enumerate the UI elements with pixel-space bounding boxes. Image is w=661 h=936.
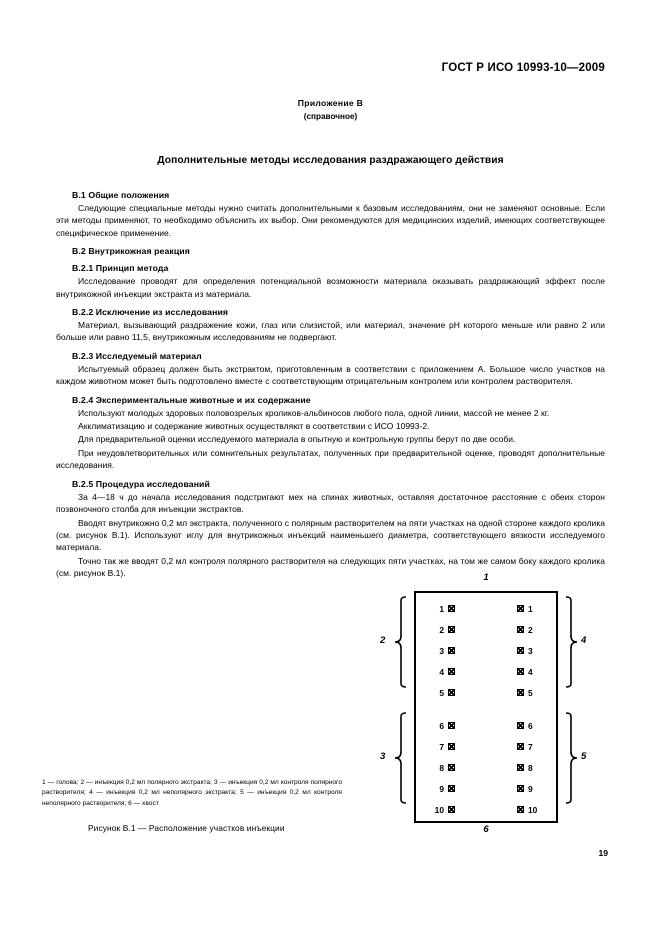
injection-site-row [416,736,556,757]
injection-site-marker-icon [517,806,524,813]
injection-site-right [513,625,542,635]
injection-site-row [416,661,556,682]
figure-label-head: 1 [483,572,489,583]
injection-site-left [430,667,459,677]
injection-site-row [416,598,556,619]
injection-site-number: 9 [528,783,533,794]
injection-site-right [513,763,542,773]
section-heading-b1: В.1 Общие положения [72,190,170,200]
paragraph-b2-4-3: Для предварительной оценки исследуемого материала в опытную и контрольную группы берут по две особи. [78,434,516,445]
injection-site-left [430,784,459,794]
injection-site-right [513,646,542,656]
paragraph-b2-2-1: Материал, вызывающий раздражение кожи, глаз или слизистой, или материал, значение рН которого меньше или равно 2 или больше или равно 11,5, внутрикожным исследованиям не подвергают. [56,320,605,343]
injection-site-right [513,604,542,614]
paragraph-b2-4-1: Используют молодых здоровых половозрелых кроликов-альбиносов любого пола, одной линии, массой не менее 2 кг. [78,407,550,418]
section-heading-b2-5: В.2.5 Процедура исследований [72,478,210,489]
figure-legend: 1 — голова; 2 — инъекция 0,2 мл полярного экстракта; 3 — инъекция 0,2 мл контроля полярного растворителя; 4 — инъекция 0,2 мл неполярного экстракта; 5 — инъекция 0,2 мл контроля неполярного растворителя; 6 — хвост [42,779,342,807]
paragraph-b2-4-2: Акклиматизацию и содержание животных осуществляют в соответствии с ИСО 10993-2. [78,421,430,432]
injection-site-marker-icon [517,689,524,696]
injection-site-number: 5 [439,687,444,698]
injection-site-number: 4 [528,666,533,677]
paragraph-b2-1-1: Исследование проводят для определения потенциальной возможности материала оказывать раздражающий эффект после внутрикожной инъекции экстракта из материала. [56,276,605,299]
injection-site-marker-icon [448,722,455,729]
injection-site-marker-icon [448,626,455,633]
injection-site-right [513,742,542,752]
injection-site-right [513,784,542,794]
injection-site-left [430,805,459,815]
section-heading-b2-2: В.2.2 Исключение из исследования [72,307,229,318]
section-heading-b2-3: В.2.3 Исследуемый материал [72,350,202,361]
injection-site-number: 7 [528,741,533,752]
injection-site-marker-icon [448,605,455,612]
injection-site-marker-icon [448,689,455,696]
paragraph-b2-3-1: Испытуемый образец должен быть экстрактом, приготовленным в соответствии с приложением А. Большое число участков на каждом животном может быть подготовлено вместе с соответствующим отрицательным контролем или контролем растворителя. [56,363,605,387]
annex-heading-block [0,96,661,124]
section-heading-b2-1: В.2.1 Принцип метода [72,263,169,274]
injection-site-number: 6 [439,720,444,731]
injection-site-number: 6 [528,720,533,731]
injection-site-right [513,721,542,731]
injection-site-number: 1 [439,603,444,614]
injection-site-row [416,619,556,640]
paragraph-b2-5-1: За 4—18 ч до начала исследования подстригают мех на спинах животных, оставляя достаточное расстояние с обеих сторон позвоночного столба для инъекции экстрактов. [56,491,605,515]
figure-brace-left-upper [394,596,407,688]
injection-site-number: 7 [439,741,444,752]
injection-site-marker-icon [448,806,455,813]
page-title: Дополнительные методы исследования раздражающего действия [157,155,504,166]
injection-site-left [430,646,459,656]
injection-site-marker-icon [448,668,455,675]
injection-site-number: 3 [439,645,444,656]
document-body [56,190,605,581]
injection-site-left [430,763,459,773]
annex-title: Приложение В [297,98,364,108]
injection-site-row [416,799,556,820]
injection-site-right [513,667,542,677]
injection-site-marker-icon [448,647,455,654]
injection-site-number: 5 [528,687,533,698]
injection-site-number: 2 [528,624,533,635]
figure-brace-left-lower-label: 3 [380,751,386,762]
injection-site-number: 8 [528,762,533,773]
injection-site-row [416,757,556,778]
injection-site-number: 4 [439,666,444,677]
injection-site-left [430,625,459,635]
figure-brace-right-lower [565,712,578,804]
annex-subtitle: (справочное) [303,112,358,121]
injection-site-number: 1 [528,603,533,614]
figure-brace-right-upper [565,596,578,688]
injection-site-marker-icon [517,764,524,771]
injection-site-marker-icon [517,626,524,633]
injection-site-right [513,805,542,815]
figure-brace-right-upper-label: 4 [581,635,587,646]
figure-brace-left-upper-label: 2 [380,635,386,646]
injection-site-left [430,688,459,698]
injection-site-left [430,721,459,731]
injection-site-number: 8 [439,762,444,773]
injection-site-marker-icon [517,785,524,792]
document-standard-header: ГОСТ Р ИСО 10993-10—2009 [441,62,605,74]
injection-site-row [416,778,556,799]
injection-site-marker-icon [448,764,455,771]
injection-site-marker-icon [517,743,524,750]
injection-site-row [416,682,556,703]
injection-site-number: 3 [528,645,533,656]
injection-site-row [416,640,556,661]
injection-site-left [430,604,459,614]
page-number: 19 [598,848,608,858]
injection-site-number: 10 [528,804,538,815]
figure-label-tail: 6 [483,824,489,835]
injection-site-marker-icon [517,668,524,675]
injection-site-right [513,688,542,698]
paragraph-b1-1: Следующие специальные методы нужно считать дополнительными к базовым исследованиям, они не заменяют основные. Если эти методы применяют, то необходимо объяснить их выбор. Они рекомендуются для медицинских изделий, имеющих соответствующее специфическое применение. [56,203,605,238]
injection-site-marker-icon [448,785,455,792]
injection-site-number: 2 [439,624,444,635]
figure-caption: Рисунок В.1 — Расположение участков инъекции [88,823,285,833]
figure-animal-back-area [414,591,558,823]
injection-site-number: 10 [434,804,444,815]
section-heading-b2: В.2 Внутрикожная реакция [72,246,190,257]
injection-site-marker-icon [448,743,455,750]
injection-site-row [416,715,556,736]
section-heading-b2-4: В.2.4 Экспериментальные животные и их содержание [72,394,311,405]
paragraph-b2-5-3: Точно так же вводят 0,2 мл контроля полярного растворителя на следующих пяти участках, на том же самом боку каждого кролика (см. рисунок В.1). [56,555,605,579]
paragraph-b2-4-4: При неудовлетворительных или сомнительных результатах, полученных при предварительной оценке, проводят дополнительные исследования. [56,447,605,471]
injection-site-marker-icon [517,605,524,612]
figure-b1 [372,572,600,840]
injection-site-left [430,742,459,752]
injection-site-number: 9 [439,783,444,794]
figure-brace-right-lower-label: 5 [581,751,587,762]
injection-site-marker-icon [517,647,524,654]
paragraph-b2-5-2: Вводят внутрикожно 0,2 мл экстракта, полученного с полярным растворителем на пяти участках на одной стороне каждого кролика (см. рисунок В.1). Используют иглу для внутрикожных инъекций наименьшего диаметра, соответствующего вязкости исследуемого материала. [56,517,605,553]
injection-site-marker-icon [517,722,524,729]
figure-brace-left-lower [394,712,407,804]
